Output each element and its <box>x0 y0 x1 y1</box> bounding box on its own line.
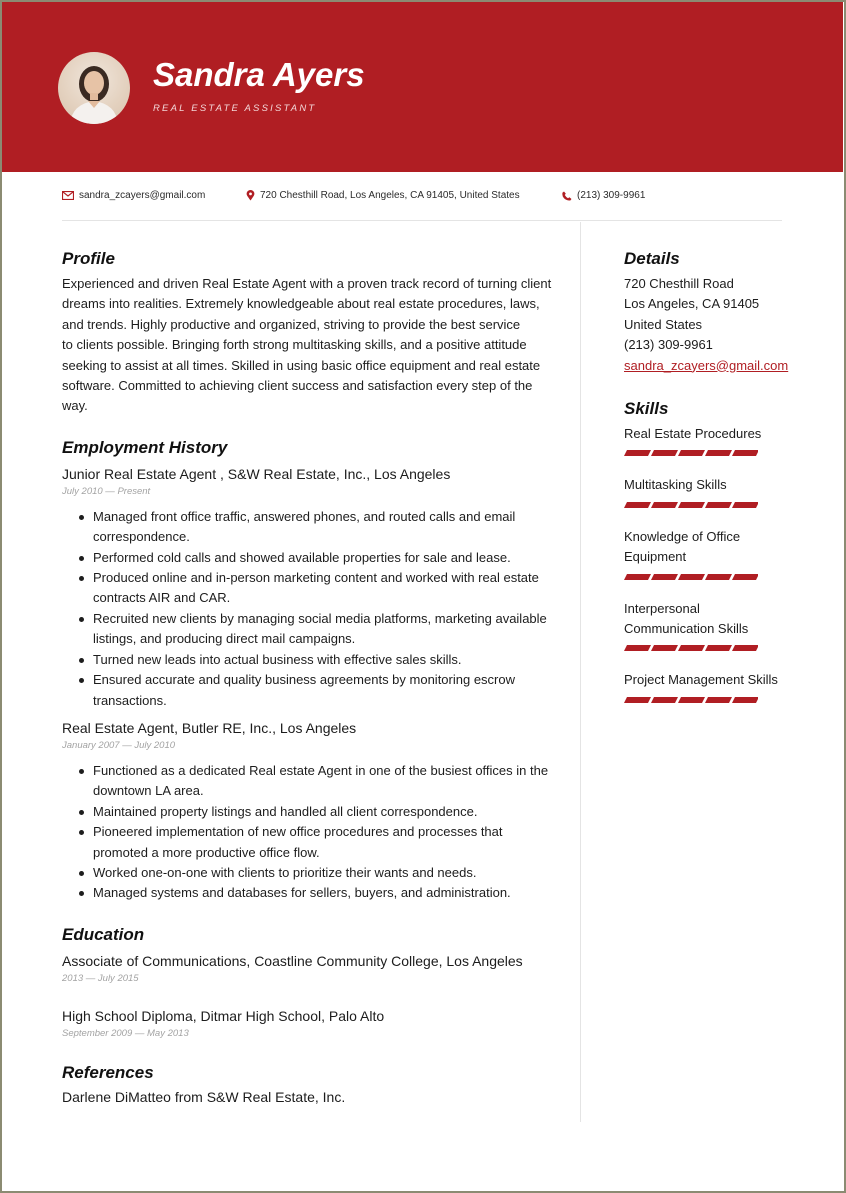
bullet-item: Maintained property listings and handled all client correspondence. <box>62 802 552 822</box>
bullet-item: Functioned as a dedicated Real estate Agent in one of the busiest offices in the downtown LA area. <box>62 761 552 802</box>
side-column <box>624 248 794 722</box>
bullet-item: Worked one-on-one with clients to prioritize their wants and needs. <box>62 863 552 883</box>
skills-list <box>624 424 794 722</box>
skill-level-segment <box>651 450 678 456</box>
employment-heading: Employment History <box>62 437 228 457</box>
education-title: Associate of Communications, Coastline Community College, Los Angeles <box>62 952 523 969</box>
bullet-item: Ensured accurate and quality business agreements by monitoring escrow transactions. <box>62 670 552 711</box>
candidate-name: Sandra Ayers <box>153 56 365 93</box>
job-date: January 2007 — July 2010 <box>62 739 176 751</box>
bullet-item: Turned new leads into actual business with effective sales skills. <box>62 650 552 670</box>
details-line: 720 Chesthill Road <box>624 276 734 291</box>
skill-level-bar <box>624 645 758 651</box>
skill-level-segment <box>624 502 651 508</box>
skill-level-bar <box>624 502 758 508</box>
skill-level-segment <box>651 697 678 703</box>
skill-name: Multitasking Skills <box>624 477 727 493</box>
profile-photo-icon <box>58 52 130 124</box>
details-section <box>624 248 794 376</box>
skill-level-segment <box>624 645 651 651</box>
skill-level-segment <box>678 450 705 456</box>
job-entry <box>62 465 552 711</box>
skills-heading: Skills <box>624 399 669 419</box>
skill-item <box>624 599 794 671</box>
profile-text <box>62 274 552 417</box>
details-email-link[interactable]: sandra_zcayers@gmail.com <box>624 357 789 373</box>
skill-name: Communication Skills <box>624 621 749 637</box>
skill-level-bar <box>624 697 758 703</box>
skill-level-segment <box>732 502 758 508</box>
skill-level-segment <box>705 697 732 703</box>
job-title: Real Estate Agent, Butler RE, Inc., Los Angeles <box>62 719 357 736</box>
bullet-item: Recruited new clients by managing social media platforms, marketing available listings, and producing direct mail campaigns. <box>62 609 552 650</box>
skill-level-segment <box>624 450 651 456</box>
job-date: July 2010 — Present <box>62 485 151 497</box>
skill-level-segment <box>651 502 678 508</box>
profile-line: seeking to assist at all times. Skilled in using basic office equipment and real estate <box>62 357 541 373</box>
contact-address-text: 720 Chesthill Road, Los Angeles, CA 91405, United States <box>260 190 520 201</box>
contact-phone[interactable] <box>562 190 645 201</box>
skill-name: Interpersonal <box>624 600 700 616</box>
skill-level-segment <box>678 574 705 580</box>
contact-phone-text: (213) 309-9961 <box>577 190 646 201</box>
contact-email-text: sandra_zcayers@gmail.com <box>79 190 206 201</box>
details-line: (213) 309-9961 <box>624 337 713 353</box>
skill-item <box>624 670 794 721</box>
location-pin-icon <box>246 190 255 201</box>
job-bullets <box>62 507 552 711</box>
profile-heading: Profile <box>62 249 115 268</box>
skill-name: Real Estate Procedures <box>624 426 762 442</box>
skill-level-segment <box>732 697 758 703</box>
employment-section <box>62 437 552 904</box>
main-column <box>62 248 552 1106</box>
phone-icon <box>562 191 572 201</box>
skill-level-segment <box>651 645 678 651</box>
skills-section <box>624 398 794 722</box>
skill-level-segment <box>732 574 758 580</box>
bullet-item: Pioneered implementation of new office procedures and processes that promoted a more productive office flow. <box>62 822 552 863</box>
references-section <box>62 1062 552 1106</box>
skill-level-segment <box>651 574 678 580</box>
skill-level-segment <box>624 574 651 580</box>
details-line: Los Angeles, CA 91405 <box>624 296 760 312</box>
education-date: September 2009 — May 2013 <box>62 1027 189 1039</box>
skill-level-segment <box>705 574 732 580</box>
contact-bar <box>62 190 782 206</box>
skill-name: Knowledge of Office <box>624 528 741 544</box>
references-heading: References <box>62 1062 154 1082</box>
profile-line: software. Committed to achieving client success and satisfaction every step of the <box>62 378 533 394</box>
skill-level-segment <box>678 502 705 508</box>
education-date: 2013 — July 2015 <box>62 972 139 984</box>
bullet-item: Managed systems and databases for sellers, buyers, and administration. <box>62 883 552 903</box>
job-title: Junior Real Estate Agent , S&W Real Estate, Inc., Los Angeles <box>62 465 451 482</box>
profile-line: way. <box>62 398 88 414</box>
education-heading: Education <box>62 924 145 944</box>
skill-name: Equipment <box>624 549 687 565</box>
column-divider <box>580 222 581 1122</box>
skill-level-segment <box>732 645 758 651</box>
skill-name: Project Management Skills <box>624 672 778 688</box>
skill-item <box>624 475 794 526</box>
details-heading: Details <box>624 249 680 268</box>
candidate-title: REAL ESTATE ASSISTANT <box>153 103 317 114</box>
skill-item <box>624 527 794 599</box>
skill-level-segment <box>732 450 758 456</box>
avatar <box>58 52 130 124</box>
bullet-item: Produced online and in-person marketing content and worked with real estate contracts AIR and CAR. <box>62 568 552 609</box>
profile-section <box>62 248 552 417</box>
profile-line: and trends. Highly productive and organized, striving to provide the best service <box>62 316 521 332</box>
contact-email[interactable] <box>62 190 205 201</box>
skill-level-segment <box>705 645 732 651</box>
contact-address <box>246 190 520 201</box>
education-title: High School Diploma, Ditmar High School, Palo Alto <box>62 1007 385 1024</box>
header-divider <box>62 220 782 221</box>
job-bullets <box>62 761 552 904</box>
skill-level-segment <box>705 502 732 508</box>
profile-line: to clients possible. Bringing forth strong multitasking skills, and a positive attitude <box>62 337 527 353</box>
bullet-item: Performed cold calls and showed available properties for sale and lease. <box>62 548 552 568</box>
profile-line: dreams into realities. Extremely knowledgeable about real estate procedures, laws, <box>62 296 540 312</box>
skill-item <box>624 424 794 475</box>
details-line: United States <box>624 316 703 332</box>
skill-level-segment <box>624 697 651 703</box>
mail-icon <box>62 191 74 200</box>
reference-text: Darlene DiMatteo from S&W Real Estate, Inc. <box>62 1088 346 1105</box>
skill-level-segment <box>705 450 732 456</box>
skill-level-bar <box>624 450 758 456</box>
job-entry <box>62 719 552 904</box>
profile-line: Experienced and driven Real Estate Agent with a proven track record of turning client <box>62 276 552 291</box>
bullet-item: Managed front office traffic, answered phones, and routed calls and email correspondence. <box>62 507 552 548</box>
skill-level-bar <box>624 574 758 580</box>
education-section <box>62 924 552 1040</box>
skill-level-segment <box>678 645 705 651</box>
skill-level-segment <box>678 697 705 703</box>
